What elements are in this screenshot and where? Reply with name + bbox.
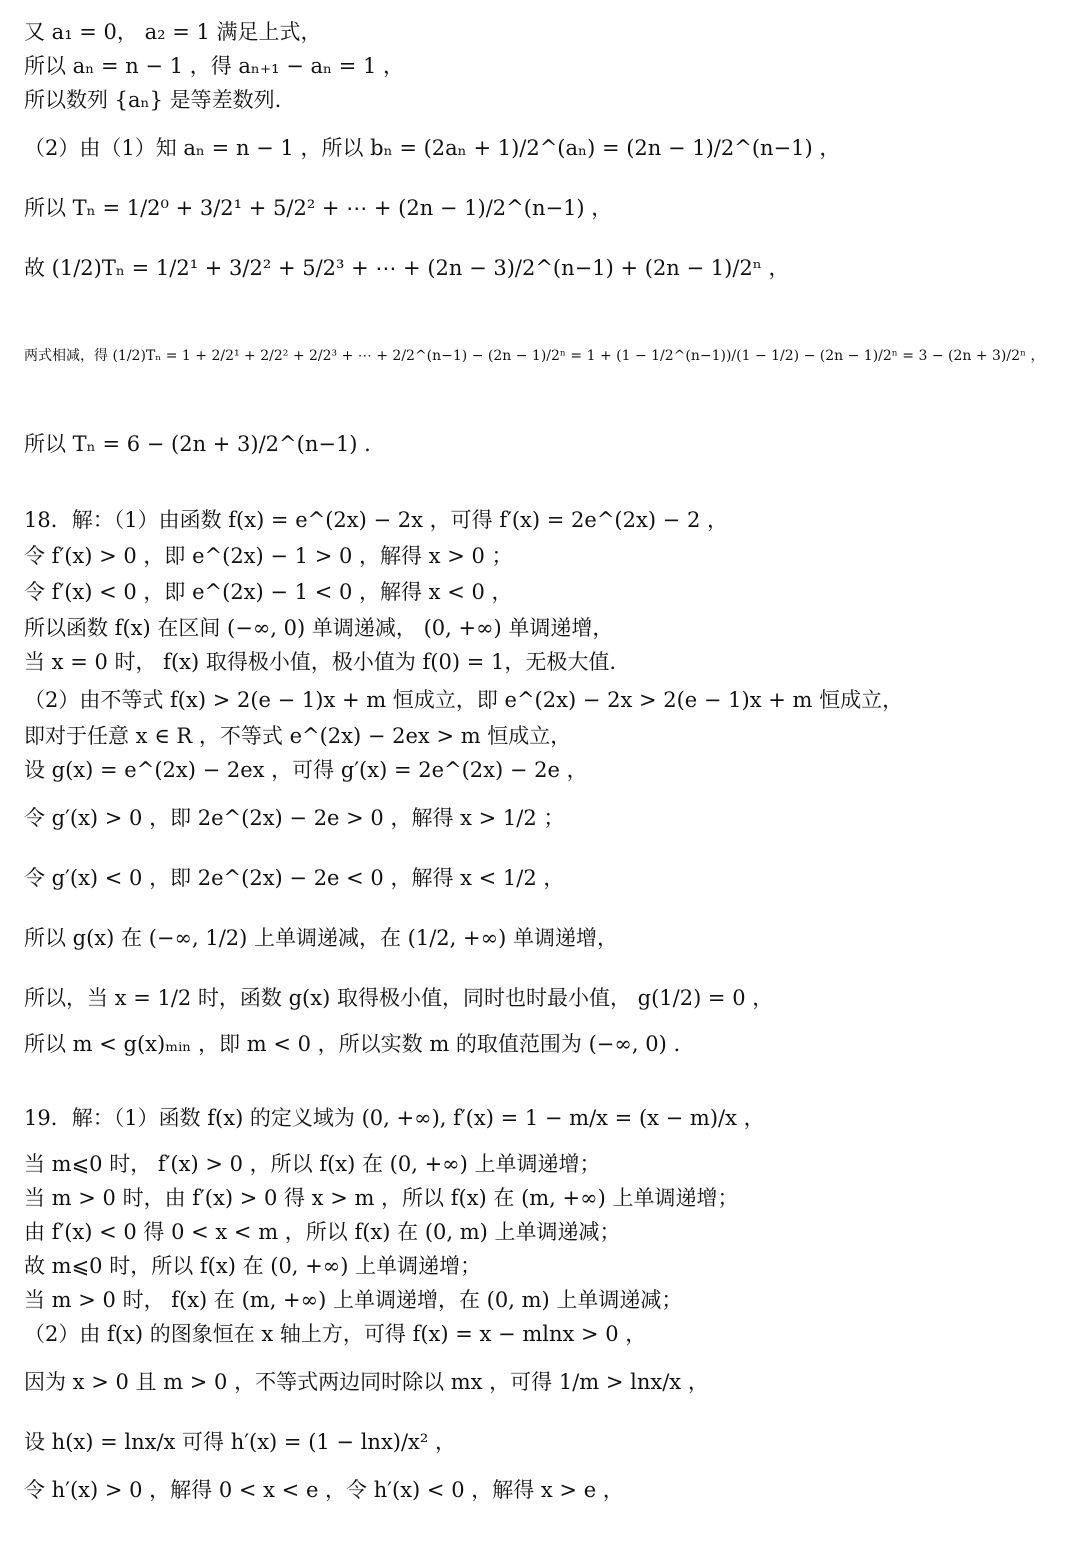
text-line: 故 (1/2)Tₙ = 1/2¹ + 3/2² + 5/2³ + ⋯ + (2n − 3)/2^(n−1) + (2n − 1)/2ⁿ ， xyxy=(24,256,790,280)
text-line: 令 g′(x) > 0 ，即 2e^(2x) − 2e > 0 ，解得 x > 1/2 ； xyxy=(24,806,565,830)
text-line: 即对于任意 x ∈ R ，不等式 e^(2x) − 2ex > m 恒成立， xyxy=(24,724,572,748)
text-line: 因为 x > 0 且 m > 0 ，不等式两边同时除以 mx ，可得 1/m > lnx/x ， xyxy=(24,1370,709,1394)
text-line: 由 f′(x) < 0 得 0 < x < m ，所以 f(x) 在 (0, m) 上单调递减； xyxy=(24,1220,621,1244)
text-line: 19．解：（1）函数 f(x) 的定义域为 (0, +∞), f′(x) = 1 − m/x = (x − m)/x ， xyxy=(24,1106,765,1130)
text-line: 所以 m < g(x)ₘᵢₙ ，即 m < 0 ，所以实数 m 的取值范围为 (−∞, 0) . xyxy=(24,1032,681,1056)
text-line: 所以 aₙ = n − 1 ，得 aₙ₊₁ − aₙ = 1 ， xyxy=(24,54,405,78)
text-line: 当 m⩽0 时， f′(x) > 0 ，所以 f(x) 在 (0, +∞) 上单调递增； xyxy=(24,1152,601,1176)
text-line: 所以 Tₙ = 1/2⁰ + 3/2¹ + 5/2² + ⋯ + (2n − 1)/2^(n−1) ， xyxy=(24,196,613,220)
text-line: 令 g′(x) < 0 ，即 2e^(2x) − 2e < 0 ，解得 x < 1/2 ， xyxy=(24,866,565,890)
text-line: 令 f′(x) < 0 ，即 e^(2x) − 1 < 0 ，解得 x < 0 ， xyxy=(24,580,513,604)
text-line: 设 g(x) = e^(2x) − 2ex ，可得 g′(x) = 2e^(2x) − 2e ， xyxy=(24,758,588,782)
text-line: 令 h′(x) > 0 ，解得 0 < x < e ，令 h′(x) < 0 ，解得 x > e ， xyxy=(24,1478,624,1502)
text-line: 当 m > 0 时， f(x) 在 (m, +∞) 上单调递增，在 (0, m) 上单调递减； xyxy=(24,1288,683,1312)
text-line: 当 x = 0 时， f(x) 取得极小值，极小值为 f(0) = 1，无极大值. xyxy=(24,650,617,674)
text-line: 所以 Tₙ = 6 − (2n + 3)/2^(n−1) . xyxy=(24,432,371,456)
text-line: 故 m⩽0 时，所以 f(x) 在 (0, +∞) 上单调递增； xyxy=(24,1254,482,1278)
text-line: （2）由 f(x) 的图象恒在 x 轴上方，可得 f(x) = x − mlnx > 0 ， xyxy=(24,1322,647,1346)
text-line: （2）由不等式 f(x) > 2(e − 1)x + m 恒成立，即 e^(2x) − 2x > 2(e − 1)x + m 恒成立， xyxy=(24,688,904,712)
text-line: 所以，当 x = 1/2 时，函数 g(x) 取得极小值，同时也时最小值， g(1/2) = 0 ， xyxy=(24,986,774,1010)
text-line: 所以数列 {aₙ} 是等差数列. xyxy=(24,88,282,112)
text-line: 令 f′(x) > 0 ，即 e^(2x) − 1 > 0 ，解得 x > 0 ； xyxy=(24,544,513,568)
text-line: 当 m > 0 时，由 f′(x) > 0 得 x > m ，所以 f(x) 在 (m, +∞) 上单调递增； xyxy=(24,1186,739,1210)
text-line: 又 a₁ = 0， a₂ = 1 满足上式， xyxy=(24,20,322,44)
text-line: 两式相减，得 (1/2)Tₙ = 1 + 2/2¹ + 2/2² + 2/2³ + ⋯ + 2/2^(n−1) − (2n − 1)/2ⁿ = 1 + (1 − 1/2^(n−1))/(1 − 1/2) − (2n − 1)/2ⁿ = 3 − (2n + 3)/2ⁿ ， xyxy=(24,348,1045,364)
text-line: 18．解：（1）由函数 f(x) = e^(2x) − 2x ，可得 f′(x) = 2e^(2x) − 2 ， xyxy=(24,508,728,532)
text-line: 设 h(x) = lnx/x 可得 h′(x) = (1 − lnx)/x² ， xyxy=(24,1430,456,1454)
text-line: 所以函数 f(x) 在区间 (−∞, 0) 单调递减， (0, +∞) 单调递增， xyxy=(24,616,614,640)
text-line: （2）由（1）知 aₙ = n − 1 ，所以 bₙ = (2aₙ + 1)/2^(aₙ) = (2n − 1)/2^(n−1) ， xyxy=(24,136,841,160)
text-line: 所以 g(x) 在 (−∞, 1/2) 上单调递减，在 (1/2, +∞) 单调递增， xyxy=(24,926,618,950)
